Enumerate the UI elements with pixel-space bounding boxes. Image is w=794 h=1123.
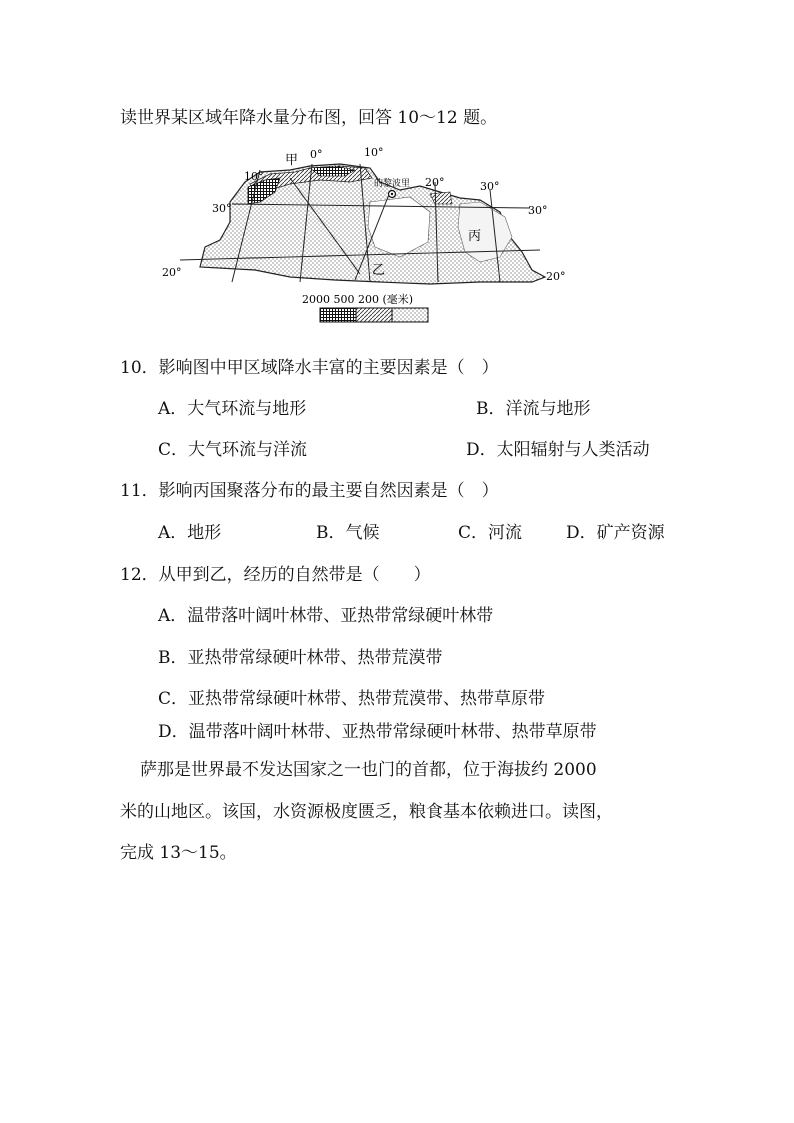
label-jia: 甲 <box>285 153 299 168</box>
legend-swatch-200 <box>392 308 428 322</box>
q10-option-c: C．大气环流与洋流 <box>158 440 308 460</box>
q10-option-d: D．太阳辐射与人类活动 <box>466 440 650 460</box>
q12-option-a: A．温带落叶阔叶林带、亚热带常绿硬叶林带 <box>158 606 494 626</box>
lon-label-e10: 10° <box>364 146 384 159</box>
question-10: 10．影响图中甲区域降水丰富的主要因素是（ ） <box>120 358 499 378</box>
lon-label-0: 0° <box>310 148 323 161</box>
label-bing: 丙 <box>468 229 482 244</box>
legend-swatch-500 <box>356 308 392 322</box>
legend-values: 2000 500 200 (毫米) <box>302 293 414 306</box>
q12-option-b: B．亚热带常绿硬叶林带、热带荒漠带 <box>158 648 443 668</box>
lat-label-20-left: 20° <box>162 266 182 279</box>
q10-option-b: B．洋流与地形 <box>476 399 591 419</box>
q12-option-d: D．温带落叶阔叶林带、亚热带常绿硬叶林带、热带草原带 <box>158 722 597 742</box>
passage-line-3: 完成 13～15。 <box>120 843 237 863</box>
city-dot <box>391 193 393 195</box>
lon-label-e20: 20° <box>425 176 445 189</box>
lon-label-w10: 10° <box>244 170 264 183</box>
q10-option-a: A．大气环流与地形 <box>158 399 307 419</box>
intro-text: 读世界某区域年降水量分布图，回答 10～12 题。 <box>120 108 498 128</box>
lon-label-e30: 30° <box>480 180 500 193</box>
lat-label-20-right: 20° <box>546 270 566 283</box>
map-svg <box>160 142 566 328</box>
q12-option-c: C．亚热带常绿硬叶林带、热带荒漠带、热带草原带 <box>158 689 546 709</box>
precipitation-map <box>160 142 566 328</box>
q11-option-c: C．河流 <box>458 523 523 543</box>
question-11: 11．影响丙国聚落分布的最主要自然因素是（ ） <box>120 481 499 501</box>
q11-option-a: A．地形 <box>158 523 222 543</box>
q11-option-b: B．气候 <box>316 523 380 543</box>
legend-swatch-2000 <box>320 308 356 322</box>
question-12: 12．从甲到乙，经历的自然带是（ ） <box>120 565 431 585</box>
lat-label-30-left: 30° <box>212 202 232 215</box>
label-city: 的黎波里 <box>374 179 411 189</box>
lat-label-30-right: 30° <box>528 204 548 217</box>
passage-line-1: 萨那是世界最不发达国家之一也门的首都，位于海拔约 2000 <box>140 760 597 780</box>
q11-option-d: D．矿产资源 <box>566 523 665 543</box>
label-yi: 乙 <box>372 263 386 278</box>
passage-line-2: 米的山地区。该国，水资源极度匮乏，粮食基本依赖进口。读图， <box>120 802 613 822</box>
